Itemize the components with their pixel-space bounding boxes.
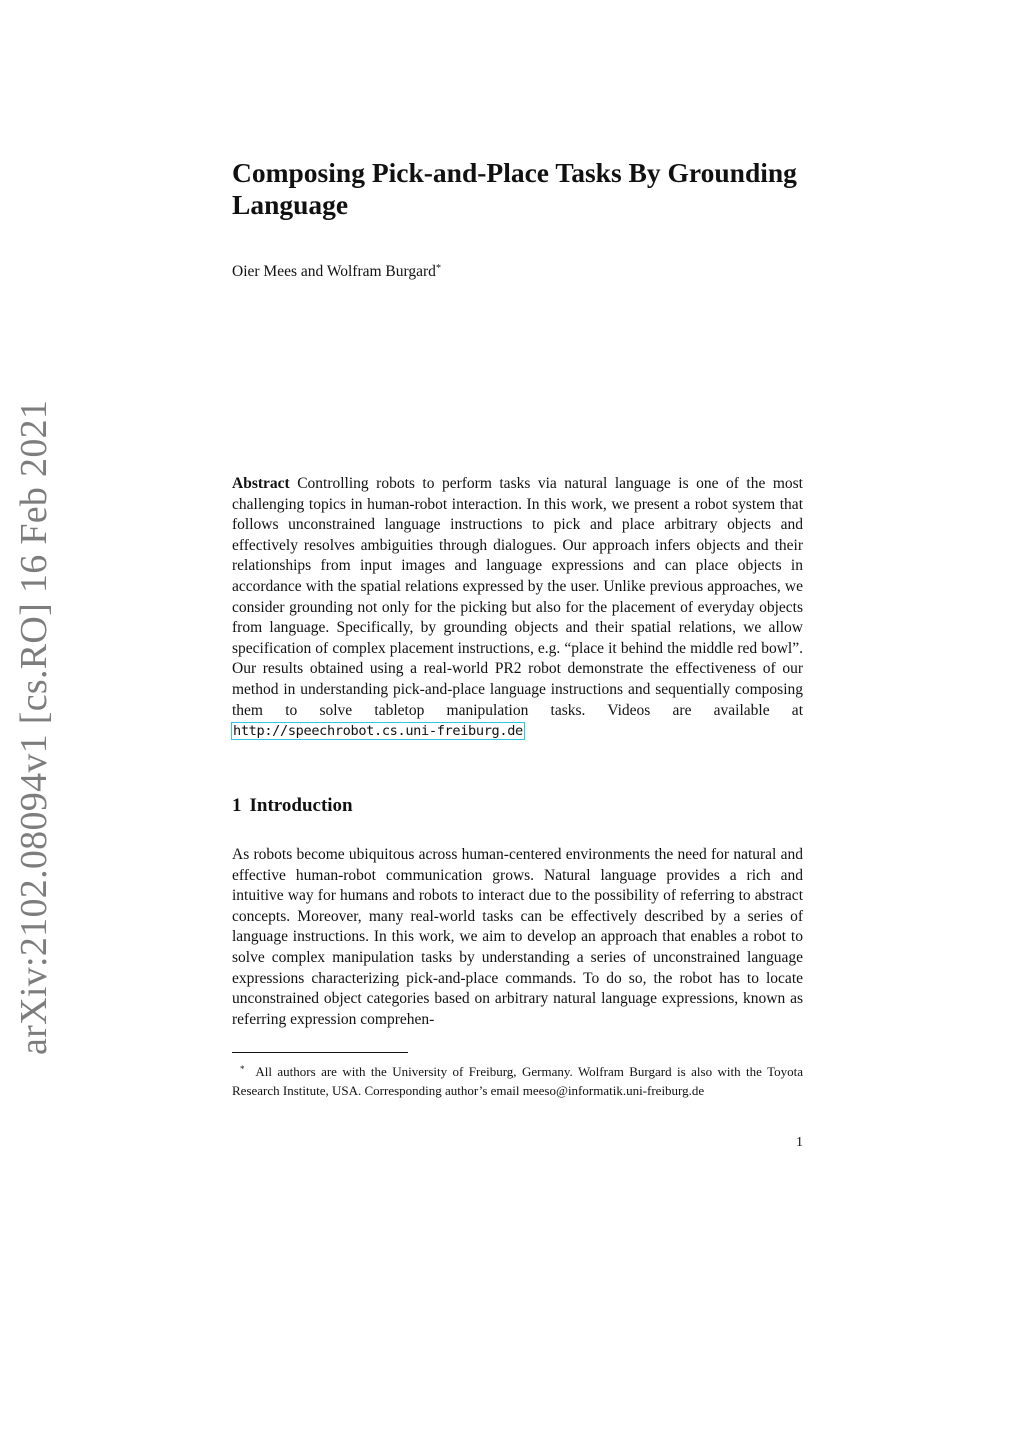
introduction-paragraph: As robots become ubiquitous across human-centered environments the need for natural and effective human-robot communication grows. Natural language provides a rich and intuitive way for humans and robots to interact due to the possibility of referring to abstract concepts. Moreover, many real-world tasks can be effectively described by a series of language instructions. In this work, we aim to develop an approach that enables a robot to solve complex manipulation tasks by understanding a series of unconstrained language expressions characterizing pick-and-place commands. To do so, the robot has to locate unconstrained object categories based on arbitrary natural language expressions, known as referring expression comprehen- (232, 846, 803, 1028)
abstract-paragraph (232, 474, 803, 742)
abstract-label: Abstract (232, 475, 290, 492)
section-number: 1 (232, 795, 242, 816)
footnote-divider (232, 1052, 408, 1053)
footnote (232, 1060, 803, 1100)
arxiv-identifier-stamp: arXiv:2102.08094v1 [cs.RO] 16 Feb 2021 (13, 399, 55, 1055)
abstract-text: Controlling robots to perform tasks via natural language is one of the most challenging topics in human-robot interaction. In this work, we present a robot system that follows unconstrained language instructions to pick and place arbitrary objects and effectively resolves ambiguities through dialogues. Our approach infers objects and their relationships from input images and language expressions and can place objects in accordance with the spatial relations expressed by the user. Unlike previous approaches, we consider grounding not only for the picking but also for the placement of everyday objects from language. Specifically, by grounding objects and their spatial relations, we allow specification of complex placement instructions, e.g. “place it behind the middle red bowl”. Our results obtained using a real-world PR2 robot demonstrate the effectiveness of our method in understanding pick-and-place language instructions and sequentially composing them to solve tabletop manipulation tasks. Videos are available at (232, 475, 803, 719)
video-url-link[interactable]: http://speechrobot.cs.uni-freiburg.de (233, 723, 523, 740)
section-heading-introduction (232, 794, 353, 818)
author-line (232, 259, 441, 282)
footnote-mark: * (240, 1064, 245, 1074)
author-footnote-mark: * (435, 263, 441, 274)
page-number: 1 (796, 1135, 803, 1150)
footnote-text: All authors are with the University of Freiburg, Germany. Wolfram Burgard is also with the Toyota Research Institute, USA. Corresponding author’s email meeso@informatik.uni-freiburg.de (232, 1064, 804, 1098)
author-names: Oier Mees and Wolfram Burgard (232, 263, 436, 280)
section-title: Introduction (249, 795, 353, 816)
paper-title: Composing Pick-and-Place Tasks By Grounding Language (232, 157, 797, 220)
